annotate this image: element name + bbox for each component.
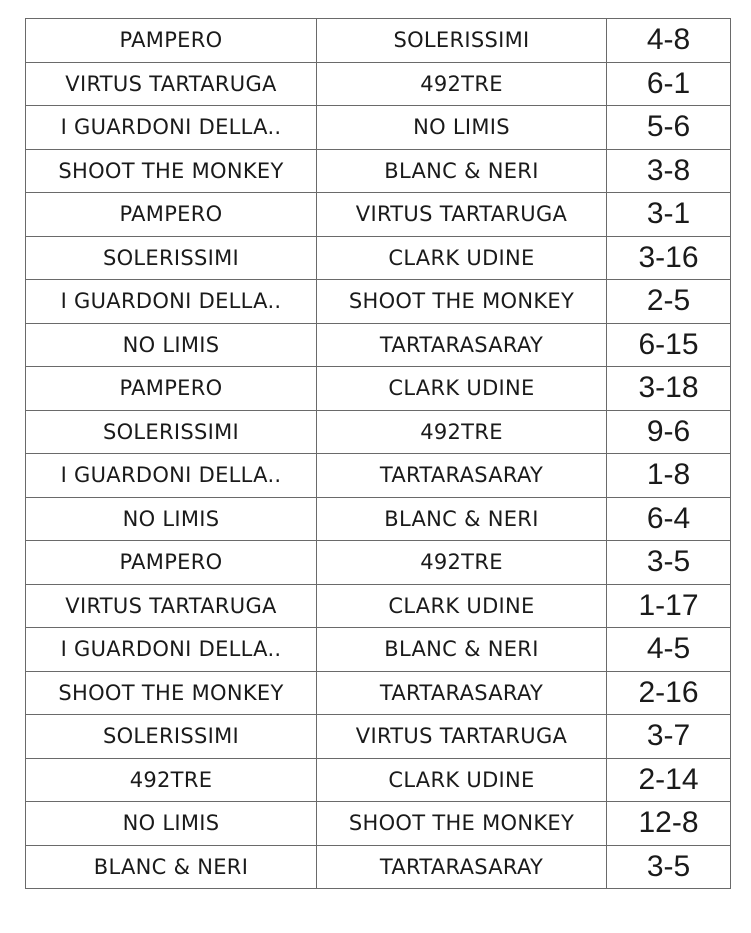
score-cell: 9-6 xyxy=(607,410,731,454)
away-team-cell: BLANC & NERI xyxy=(317,497,607,541)
score-cell: 3-7 xyxy=(607,715,731,759)
score-cell: 3-8 xyxy=(607,149,731,193)
away-team-cell: 492TRE xyxy=(317,62,607,106)
table-row xyxy=(26,758,731,802)
table-row xyxy=(26,149,731,193)
home-team-cell: PAMPERO xyxy=(26,541,317,585)
away-team-cell: BLANC & NERI xyxy=(317,149,607,193)
table-row xyxy=(26,280,731,324)
home-team-cell: 492TRE xyxy=(26,758,317,802)
match-results-body xyxy=(26,19,731,889)
home-team-cell: PAMPERO xyxy=(26,19,317,63)
score-cell: 5-6 xyxy=(607,106,731,150)
away-team-cell: 492TRE xyxy=(317,410,607,454)
table-row xyxy=(26,671,731,715)
table-row xyxy=(26,497,731,541)
away-team-cell: VIRTUS TARTARUGA xyxy=(317,193,607,237)
home-team-cell: VIRTUS TARTARUGA xyxy=(26,584,317,628)
home-team-cell: SOLERISSIMI xyxy=(26,236,317,280)
table-row xyxy=(26,802,731,846)
home-team-cell: I GUARDONI DELLA.. xyxy=(26,454,317,498)
table-row xyxy=(26,236,731,280)
table-row xyxy=(26,628,731,672)
score-cell: 2-14 xyxy=(607,758,731,802)
away-team-cell: VIRTUS TARTARUGA xyxy=(317,715,607,759)
score-cell: 6-4 xyxy=(607,497,731,541)
away-team-cell: SHOOT THE MONKEY xyxy=(317,802,607,846)
away-team-cell: CLARK UDINE xyxy=(317,367,607,411)
score-cell: 2-5 xyxy=(607,280,731,324)
table-row xyxy=(26,541,731,585)
table-row xyxy=(26,367,731,411)
table-row xyxy=(26,410,731,454)
score-cell: 4-8 xyxy=(607,19,731,63)
away-team-cell: 492TRE xyxy=(317,541,607,585)
score-cell: 12-8 xyxy=(607,802,731,846)
score-cell: 2-16 xyxy=(607,671,731,715)
score-cell: 6-1 xyxy=(607,62,731,106)
table-row xyxy=(26,193,731,237)
away-team-cell: TARTARASARAY xyxy=(317,323,607,367)
home-team-cell: NO LIMIS xyxy=(26,497,317,541)
match-results-table xyxy=(25,18,731,889)
score-cell: 3-18 xyxy=(607,367,731,411)
table-row xyxy=(26,584,731,628)
score-cell: 3-5 xyxy=(607,541,731,585)
away-team-cell: TARTARASARAY xyxy=(317,454,607,498)
home-team-cell: I GUARDONI DELLA.. xyxy=(26,280,317,324)
home-team-cell: NO LIMIS xyxy=(26,323,317,367)
away-team-cell: TARTARASARAY xyxy=(317,671,607,715)
score-cell: 1-17 xyxy=(607,584,731,628)
home-team-cell: PAMPERO xyxy=(26,367,317,411)
home-team-cell: BLANC & NERI xyxy=(26,845,317,889)
home-team-cell: SOLERISSIMI xyxy=(26,410,317,454)
score-cell: 3-5 xyxy=(607,845,731,889)
away-team-cell: SHOOT THE MONKEY xyxy=(317,280,607,324)
home-team-cell: SHOOT THE MONKEY xyxy=(26,671,317,715)
score-cell: 6-15 xyxy=(607,323,731,367)
table-row xyxy=(26,106,731,150)
score-cell: 3-16 xyxy=(607,236,731,280)
home-team-cell: SOLERISSIMI xyxy=(26,715,317,759)
home-team-cell: I GUARDONI DELLA.. xyxy=(26,628,317,672)
home-team-cell: SHOOT THE MONKEY xyxy=(26,149,317,193)
score-cell: 3-1 xyxy=(607,193,731,237)
table-row xyxy=(26,19,731,63)
table-row xyxy=(26,715,731,759)
home-team-cell: VIRTUS TARTARUGA xyxy=(26,62,317,106)
table-row xyxy=(26,845,731,889)
away-team-cell: CLARK UDINE xyxy=(317,758,607,802)
away-team-cell: SOLERISSIMI xyxy=(317,19,607,63)
away-team-cell: CLARK UDINE xyxy=(317,236,607,280)
home-team-cell: I GUARDONI DELLA.. xyxy=(26,106,317,150)
away-team-cell: NO LIMIS xyxy=(317,106,607,150)
away-team-cell: TARTARASARAY xyxy=(317,845,607,889)
score-cell: 4-5 xyxy=(607,628,731,672)
home-team-cell: NO LIMIS xyxy=(26,802,317,846)
table-row xyxy=(26,323,731,367)
away-team-cell: CLARK UDINE xyxy=(317,584,607,628)
table-row xyxy=(26,62,731,106)
score-cell: 1-8 xyxy=(607,454,731,498)
table-row xyxy=(26,454,731,498)
home-team-cell: PAMPERO xyxy=(26,193,317,237)
away-team-cell: BLANC & NERI xyxy=(317,628,607,672)
